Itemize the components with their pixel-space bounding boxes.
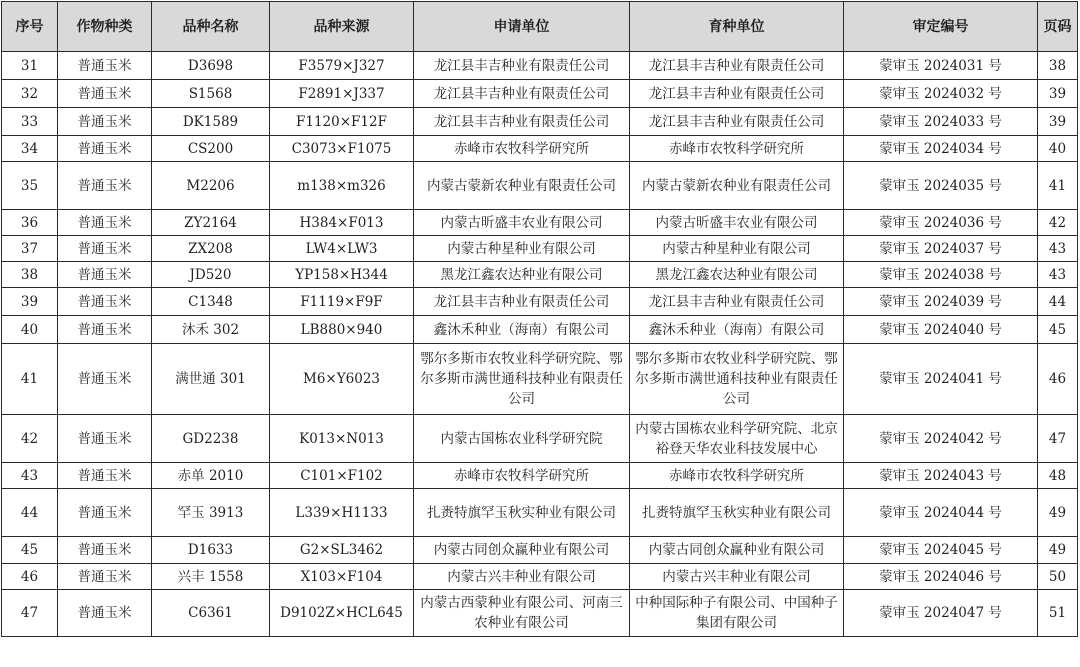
row-breeder: 龙江县丰吉种业有限责任公司 — [630, 52, 844, 80]
row-no: 44 — [2, 489, 58, 537]
row-variety-source: F1119×F9F — [270, 288, 414, 316]
row-page: 39 — [1038, 80, 1078, 108]
row-approval-code: 蒙审玉 2024039 号 — [844, 288, 1038, 316]
row-applicant: 内蒙古国栋农业科学研究院 — [414, 415, 630, 463]
row-approval-code: 蒙审玉 2024037 号 — [844, 236, 1038, 262]
row-variety-source: X103×F104 — [270, 564, 414, 590]
header-crop-type: 作物种类 — [58, 2, 152, 52]
table-row — [2, 210, 1078, 236]
row-page: 50 — [1038, 564, 1078, 590]
table-row — [2, 52, 1078, 80]
row-page: 42 — [1038, 210, 1078, 236]
row-approval-code: 蒙审玉 2024034 号 — [844, 136, 1038, 162]
row-applicant: 内蒙古同创众赢种业有限公司 — [414, 537, 630, 564]
row-applicant: 龙江县丰吉种业有限责任公司 — [414, 288, 630, 316]
row-variety-name: 兴丰 1558 — [152, 564, 270, 590]
row-variety-source: F2891×J337 — [270, 80, 414, 108]
row-approval-code: 蒙审玉 2024043 号 — [844, 463, 1038, 489]
table-row — [2, 590, 1078, 637]
row-page: 43 — [1038, 262, 1078, 288]
row-breeder: 内蒙古蒙新农种业有限责任公司 — [630, 162, 844, 210]
table-row — [2, 108, 1078, 136]
header-applicant: 申请单位 — [414, 2, 630, 52]
row-no: 38 — [2, 262, 58, 288]
row-page: 51 — [1038, 590, 1078, 637]
row-variety-name: C6361 — [152, 590, 270, 637]
row-no: 35 — [2, 162, 58, 210]
row-approval-code: 蒙审玉 2024045 号 — [844, 537, 1038, 564]
row-variety-source: F3579×J327 — [270, 52, 414, 80]
row-applicant: 鄂尔多斯市农牧业科学研究院、鄂尔多斯市满世通科技种业有限责任公司 — [414, 344, 630, 415]
row-approval-code: 蒙审玉 2024038 号 — [844, 262, 1038, 288]
table-row — [2, 463, 1078, 489]
header-no: 序号 — [2, 2, 58, 52]
row-applicant: 内蒙古兴丰种业有限公司 — [414, 564, 630, 590]
row-variety-name: S1568 — [152, 80, 270, 108]
row-no: 34 — [2, 136, 58, 162]
row-applicant: 龙江县丰吉种业有限责任公司 — [414, 108, 630, 136]
table-row — [2, 316, 1078, 344]
row-applicant: 内蒙古种星种业有限公司 — [414, 236, 630, 262]
row-approval-code: 蒙审玉 2024041 号 — [844, 344, 1038, 415]
row-applicant: 内蒙古昕盛丰农业有限公司 — [414, 210, 630, 236]
row-variety-name: CS200 — [152, 136, 270, 162]
row-variety-source: m138×m326 — [270, 162, 414, 210]
row-crop-type: 普通玉米 — [58, 316, 152, 344]
row-variety-name: JD520 — [152, 262, 270, 288]
row-crop-type: 普通玉米 — [58, 537, 152, 564]
row-no: 43 — [2, 463, 58, 489]
row-crop-type: 普通玉米 — [58, 415, 152, 463]
row-applicant: 扎赉特旗罕玉秋实种业有限公司 — [414, 489, 630, 537]
row-no: 31 — [2, 52, 58, 80]
table-row — [2, 489, 1078, 537]
row-breeder: 扎赉特旗罕玉秋实种业有限公司 — [630, 489, 844, 537]
row-breeder: 龙江县丰吉种业有限责任公司 — [630, 288, 844, 316]
row-page: 41 — [1038, 162, 1078, 210]
row-no: 46 — [2, 564, 58, 590]
row-approval-code: 蒙审玉 2024035 号 — [844, 162, 1038, 210]
row-page: 39 — [1038, 108, 1078, 136]
row-approval-code: 蒙审玉 2024032 号 — [844, 80, 1038, 108]
table-row — [2, 162, 1078, 210]
row-crop-type: 普通玉米 — [58, 136, 152, 162]
row-breeder: 黑龙江鑫农达种业有限公司 — [630, 262, 844, 288]
header-breeder: 育种单位 — [630, 2, 844, 52]
row-page: 40 — [1038, 136, 1078, 162]
row-approval-code: 蒙审玉 2024046 号 — [844, 564, 1038, 590]
row-no: 32 — [2, 80, 58, 108]
row-approval-code: 蒙审玉 2024047 号 — [844, 590, 1038, 637]
row-variety-name: 罕玉 3913 — [152, 489, 270, 537]
row-variety-source: D9102Z×HCL645 — [270, 590, 414, 637]
row-no: 45 — [2, 537, 58, 564]
row-variety-source: G2×SL3462 — [270, 537, 414, 564]
row-page: 46 — [1038, 344, 1078, 415]
row-approval-code: 蒙审玉 2024044 号 — [844, 489, 1038, 537]
row-crop-type: 普通玉米 — [58, 80, 152, 108]
table-header-row — [2, 2, 1078, 52]
row-variety-name: DK1589 — [152, 108, 270, 136]
row-no: 39 — [2, 288, 58, 316]
header-variety-name: 品种名称 — [152, 2, 270, 52]
variety-approval-table — [1, 1, 1078, 637]
table-row — [2, 288, 1078, 316]
row-variety-name: D3698 — [152, 52, 270, 80]
row-crop-type: 普通玉米 — [58, 236, 152, 262]
row-no: 41 — [2, 344, 58, 415]
header-page: 页码 — [1038, 2, 1078, 52]
row-variety-source: LW4×LW3 — [270, 236, 414, 262]
row-breeder: 中种国际种子有限公司、中国种子集团有限公司 — [630, 590, 844, 637]
row-crop-type: 普通玉米 — [58, 210, 152, 236]
row-breeder: 龙江县丰吉种业有限责任公司 — [630, 108, 844, 136]
table-row — [2, 344, 1078, 415]
row-crop-type: 普通玉米 — [58, 489, 152, 537]
row-applicant: 龙江县丰吉种业有限责任公司 — [414, 52, 630, 80]
row-crop-type: 普通玉米 — [58, 590, 152, 637]
row-page: 47 — [1038, 415, 1078, 463]
row-variety-name: 沐禾 302 — [152, 316, 270, 344]
row-breeder: 鑫沐禾种业（海南）有限公司 — [630, 316, 844, 344]
row-breeder: 内蒙古兴丰种业有限公司 — [630, 564, 844, 590]
row-page: 44 — [1038, 288, 1078, 316]
row-variety-name: ZX208 — [152, 236, 270, 262]
row-applicant: 内蒙古西蒙种业有限公司、河南三农种业有限公司 — [414, 590, 630, 637]
row-page: 45 — [1038, 316, 1078, 344]
row-breeder: 内蒙古种星种业有限公司 — [630, 236, 844, 262]
row-variety-source: M6×Y6023 — [270, 344, 414, 415]
row-crop-type: 普通玉米 — [58, 344, 152, 415]
row-variety-source: YP158×H344 — [270, 262, 414, 288]
row-no: 37 — [2, 236, 58, 262]
row-breeder: 赤峰市农牧科学研究所 — [630, 463, 844, 489]
row-variety-source: H384×F013 — [270, 210, 414, 236]
row-no: 33 — [2, 108, 58, 136]
row-crop-type: 普通玉米 — [58, 162, 152, 210]
row-approval-code: 蒙审玉 2024031 号 — [844, 52, 1038, 80]
row-variety-name: 满世通 301 — [152, 344, 270, 415]
row-variety-name: ZY2164 — [152, 210, 270, 236]
row-variety-source: K013×N013 — [270, 415, 414, 463]
row-breeder: 内蒙古国栋农业科学研究院、北京裕登天华农业科技发展中心 — [630, 415, 844, 463]
table-row — [2, 415, 1078, 463]
row-applicant: 鑫沐禾种业（海南）有限公司 — [414, 316, 630, 344]
row-page: 48 — [1038, 463, 1078, 489]
row-breeder: 内蒙古昕盛丰农业有限公司 — [630, 210, 844, 236]
row-page: 49 — [1038, 489, 1078, 537]
row-page: 49 — [1038, 537, 1078, 564]
table-body — [2, 52, 1078, 637]
row-applicant: 赤峰市农牧科学研究所 — [414, 463, 630, 489]
row-breeder: 内蒙古同创众赢种业有限公司 — [630, 537, 844, 564]
row-applicant: 龙江县丰吉种业有限责任公司 — [414, 80, 630, 108]
row-applicant: 赤峰市农牧科学研究所 — [414, 136, 630, 162]
row-no: 42 — [2, 415, 58, 463]
row-variety-name: D1633 — [152, 537, 270, 564]
table-row — [2, 236, 1078, 262]
row-page: 38 — [1038, 52, 1078, 80]
row-variety-name: C1348 — [152, 288, 270, 316]
row-crop-type: 普通玉米 — [58, 52, 152, 80]
row-crop-type: 普通玉米 — [58, 463, 152, 489]
row-breeder: 龙江县丰吉种业有限责任公司 — [630, 80, 844, 108]
row-crop-type: 普通玉米 — [58, 262, 152, 288]
header-approval-code: 审定编号 — [844, 2, 1038, 52]
row-applicant: 黑龙江鑫农达种业有限公司 — [414, 262, 630, 288]
row-breeder: 赤峰市农牧科学研究所 — [630, 136, 844, 162]
row-variety-source: LB880×940 — [270, 316, 414, 344]
row-variety-source: C101×F102 — [270, 463, 414, 489]
row-variety-name: GD2238 — [152, 415, 270, 463]
row-variety-name: 赤单 2010 — [152, 463, 270, 489]
row-variety-source: F1120×F12F — [270, 108, 414, 136]
row-approval-code: 蒙审玉 2024036 号 — [844, 210, 1038, 236]
row-page: 43 — [1038, 236, 1078, 262]
row-variety-name: M2206 — [152, 162, 270, 210]
row-no: 36 — [2, 210, 58, 236]
table-row — [2, 136, 1078, 162]
table-row — [2, 564, 1078, 590]
row-breeder: 鄂尔多斯市农牧业科学研究院、鄂尔多斯市满世通科技种业有限责任公司 — [630, 344, 844, 415]
header-variety-source: 品种来源 — [270, 2, 414, 52]
row-crop-type: 普通玉米 — [58, 564, 152, 590]
row-approval-code: 蒙审玉 2024033 号 — [844, 108, 1038, 136]
table-row — [2, 537, 1078, 564]
table-row — [2, 262, 1078, 288]
row-crop-type: 普通玉米 — [58, 108, 152, 136]
row-no: 40 — [2, 316, 58, 344]
row-applicant: 内蒙古蒙新农种业有限责任公司 — [414, 162, 630, 210]
row-variety-source: L339×H1133 — [270, 489, 414, 537]
table-row — [2, 80, 1078, 108]
row-approval-code: 蒙审玉 2024040 号 — [844, 316, 1038, 344]
row-crop-type: 普通玉米 — [58, 288, 152, 316]
row-approval-code: 蒙审玉 2024042 号 — [844, 415, 1038, 463]
row-variety-source: C3073×F1075 — [270, 136, 414, 162]
row-no: 47 — [2, 590, 58, 637]
